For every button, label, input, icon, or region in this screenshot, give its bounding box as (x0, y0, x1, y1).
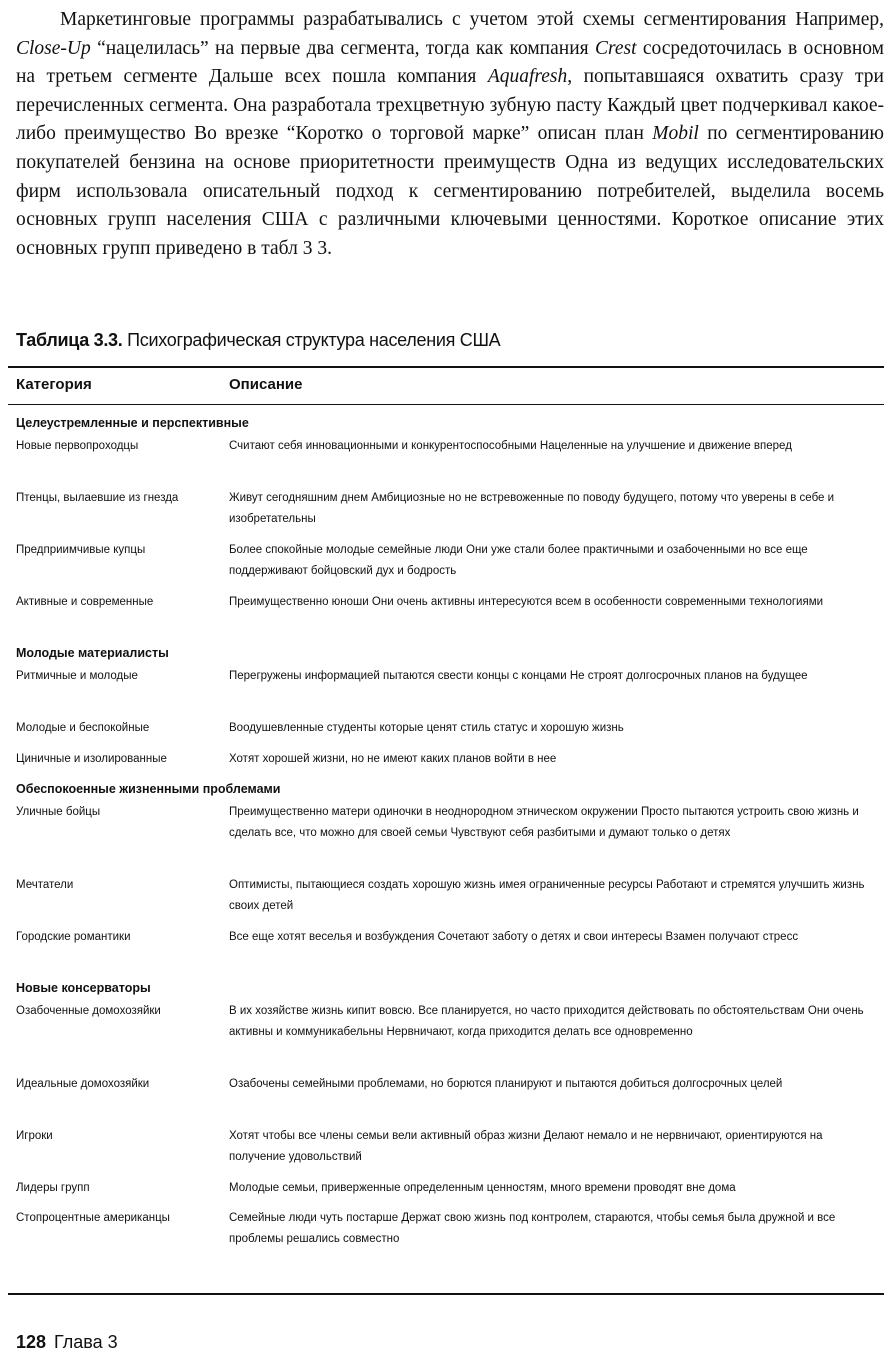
table-row (16, 1074, 884, 1126)
group-heading: Новые консерваторы (16, 981, 151, 995)
table-row (16, 802, 884, 875)
table-top-rule (8, 366, 884, 368)
table-caption (16, 330, 500, 351)
row-category: Городские романтики (16, 931, 131, 943)
group-heading: Молодые материалисты (16, 646, 169, 660)
row-description: Воодушевленные студенты которые ценят стиль статус и хорошую жизнь (229, 722, 624, 734)
table-header-rule (8, 404, 884, 405)
row-description: Хотят хорошей жизни, но не имеют каких планов войти в нее (229, 753, 557, 765)
row-category: Игроки (16, 1130, 53, 1142)
table-row (16, 1001, 884, 1074)
row-description: В их хозяйстве жизнь кипит вовсю. Все планируется, но часто приходится действовать по обстоятельствам Они очень активны и коммуникабельны Нервничают, когда приходится делать все одновременно (229, 1005, 864, 1038)
row-description: Считают себя инновационными и конкурентоспособными Нацеленные на улучшение и движение вперед (229, 440, 792, 452)
row-description: Перегружены информацией пытаются свести концы с концами Не строят долгосрочных планов на будущее (229, 670, 808, 682)
text-span: Маркетинговые программы разрабатывались с учетом этой схемы сегментирования Например, (60, 9, 884, 30)
table-row (16, 436, 884, 488)
row-category: Мечтатели (16, 879, 74, 891)
row-description: Оптимисты, пытающиеся создать хорошую жизнь имея ограниченные ресурсы Работают и стремятся улучшить жизнь своих детей (229, 879, 865, 912)
page-number: 128 (16, 1332, 47, 1352)
row-category: Новые первопроходцы (16, 440, 139, 452)
row-category: Озабоченные домохозяйки (16, 1005, 161, 1017)
row-category: Уличные бойцы (16, 806, 101, 818)
table-row (16, 488, 884, 540)
row-description: Озабочены семейными проблемами, но борются планируют и пытаются добиться долгосрочных целей (229, 1078, 783, 1090)
table-caption-label: Таблица 3.3. (16, 330, 123, 350)
table-body (16, 414, 884, 1260)
row-category: Птенцы, вылаевшие из гнезда (16, 492, 179, 504)
header-description: Описание (229, 376, 303, 393)
row-category: Активные и современные (16, 596, 154, 608)
body-paragraph (16, 6, 884, 263)
row-description: Преимущественно юноши Они очень активны интересуются всем в особенности современными технологиями (229, 596, 824, 608)
chapter-label: Глава 3 (54, 1332, 118, 1352)
row-description: Семейные люди чуть постарше Держат свою жизнь под контролем, стараются, чтобы семья была дружной и все проблемы решались совместно (229, 1212, 836, 1245)
text-span: “нацелилась” на первые два сегмента, тогда как компания (90, 37, 595, 59)
table-row (16, 875, 884, 927)
row-description: Молодые семьи, приверженные определенным ценностям, много времени проводят вне дома (229, 1182, 736, 1194)
row-description: Все еще хотят веселья и возбуждения Сочетают заботу о детях и свои интересы Взамен получают стресс (229, 931, 799, 943)
table-row (16, 666, 884, 718)
row-category: Стопроцентные американцы (16, 1212, 170, 1224)
table-row (16, 540, 884, 592)
row-description: Живут сегодняшним днем Амбициозные но не встревоженные по поводу будущего, потому что уверены в себе и изобретательны (229, 492, 835, 525)
table-bottom-rule (8, 1293, 884, 1295)
page-footer (16, 1332, 118, 1353)
brand-name: Close-Up (16, 37, 91, 59)
row-category: Предприимчивые купцы (16, 544, 146, 556)
row-category: Молодые и беспокойные (16, 722, 150, 734)
row-description: Преимущественно матери одиночки в неоднородном этническом окружении Просто пытаются устроить свою жизнь и сделать все, что можно для своей семьи Чувствуют себя разбитыми и думают только о детях (229, 806, 859, 839)
group-heading: Обеспокоенные жизненными проблемами (16, 782, 281, 796)
row-category: Ритмичные и молодые (16, 670, 138, 682)
table-row (16, 718, 884, 749)
table-row (16, 927, 884, 979)
table-row (16, 749, 884, 780)
group-heading: Целеустремленные и перспективные (16, 416, 249, 430)
brand-name: Crest (594, 37, 637, 59)
text-span: по сегментированию покупателей бензина на основе приоритетности преимуществ Одна из ведущих исследовательских фирм использовала описательный подход к сегментированию потребителей, выделила восемь основных групп населения США с различными ключевыми ценностями. Короткое описание этих основных групп приведено в табл 3 3. (16, 123, 884, 259)
table-row (16, 1208, 884, 1260)
table-caption-text: Психографическая структура населения США (122, 330, 501, 350)
row-category: Идеальные домохозяйки (16, 1078, 150, 1090)
brand-name: Mobil (652, 123, 699, 145)
row-description: Хотят чтобы все члены семьи вели активный образ жизни Делают немало и не нервничают, ориентируются на получение удовольствий (229, 1130, 823, 1163)
text-span: сосредоточилась в основном на третьем сегменте Дальше всех пошла компания (16, 37, 884, 88)
row-category: Лидеры групп (16, 1182, 90, 1194)
row-description: Более спокойные молодые семейные люди Они уже стали более практичными и озабоченными но все еще поддерживают бойцовский дух и бодрость (229, 544, 808, 577)
text-span: , попытавшаяся охватить сразу три перечисленных сегмента. Она разработала трехцветную зубную пасту Каждый цвет подчеркивал какое-либо преимущество Во врезке “Коротко о торговой марке” описан план (16, 66, 884, 145)
header-category: Категория (16, 376, 92, 393)
table-row (16, 592, 884, 644)
brand-name: Aquafresh (487, 66, 568, 88)
table-row (16, 1178, 884, 1208)
row-category: Циничные и изолированные (16, 753, 167, 765)
table-row (16, 1126, 884, 1178)
